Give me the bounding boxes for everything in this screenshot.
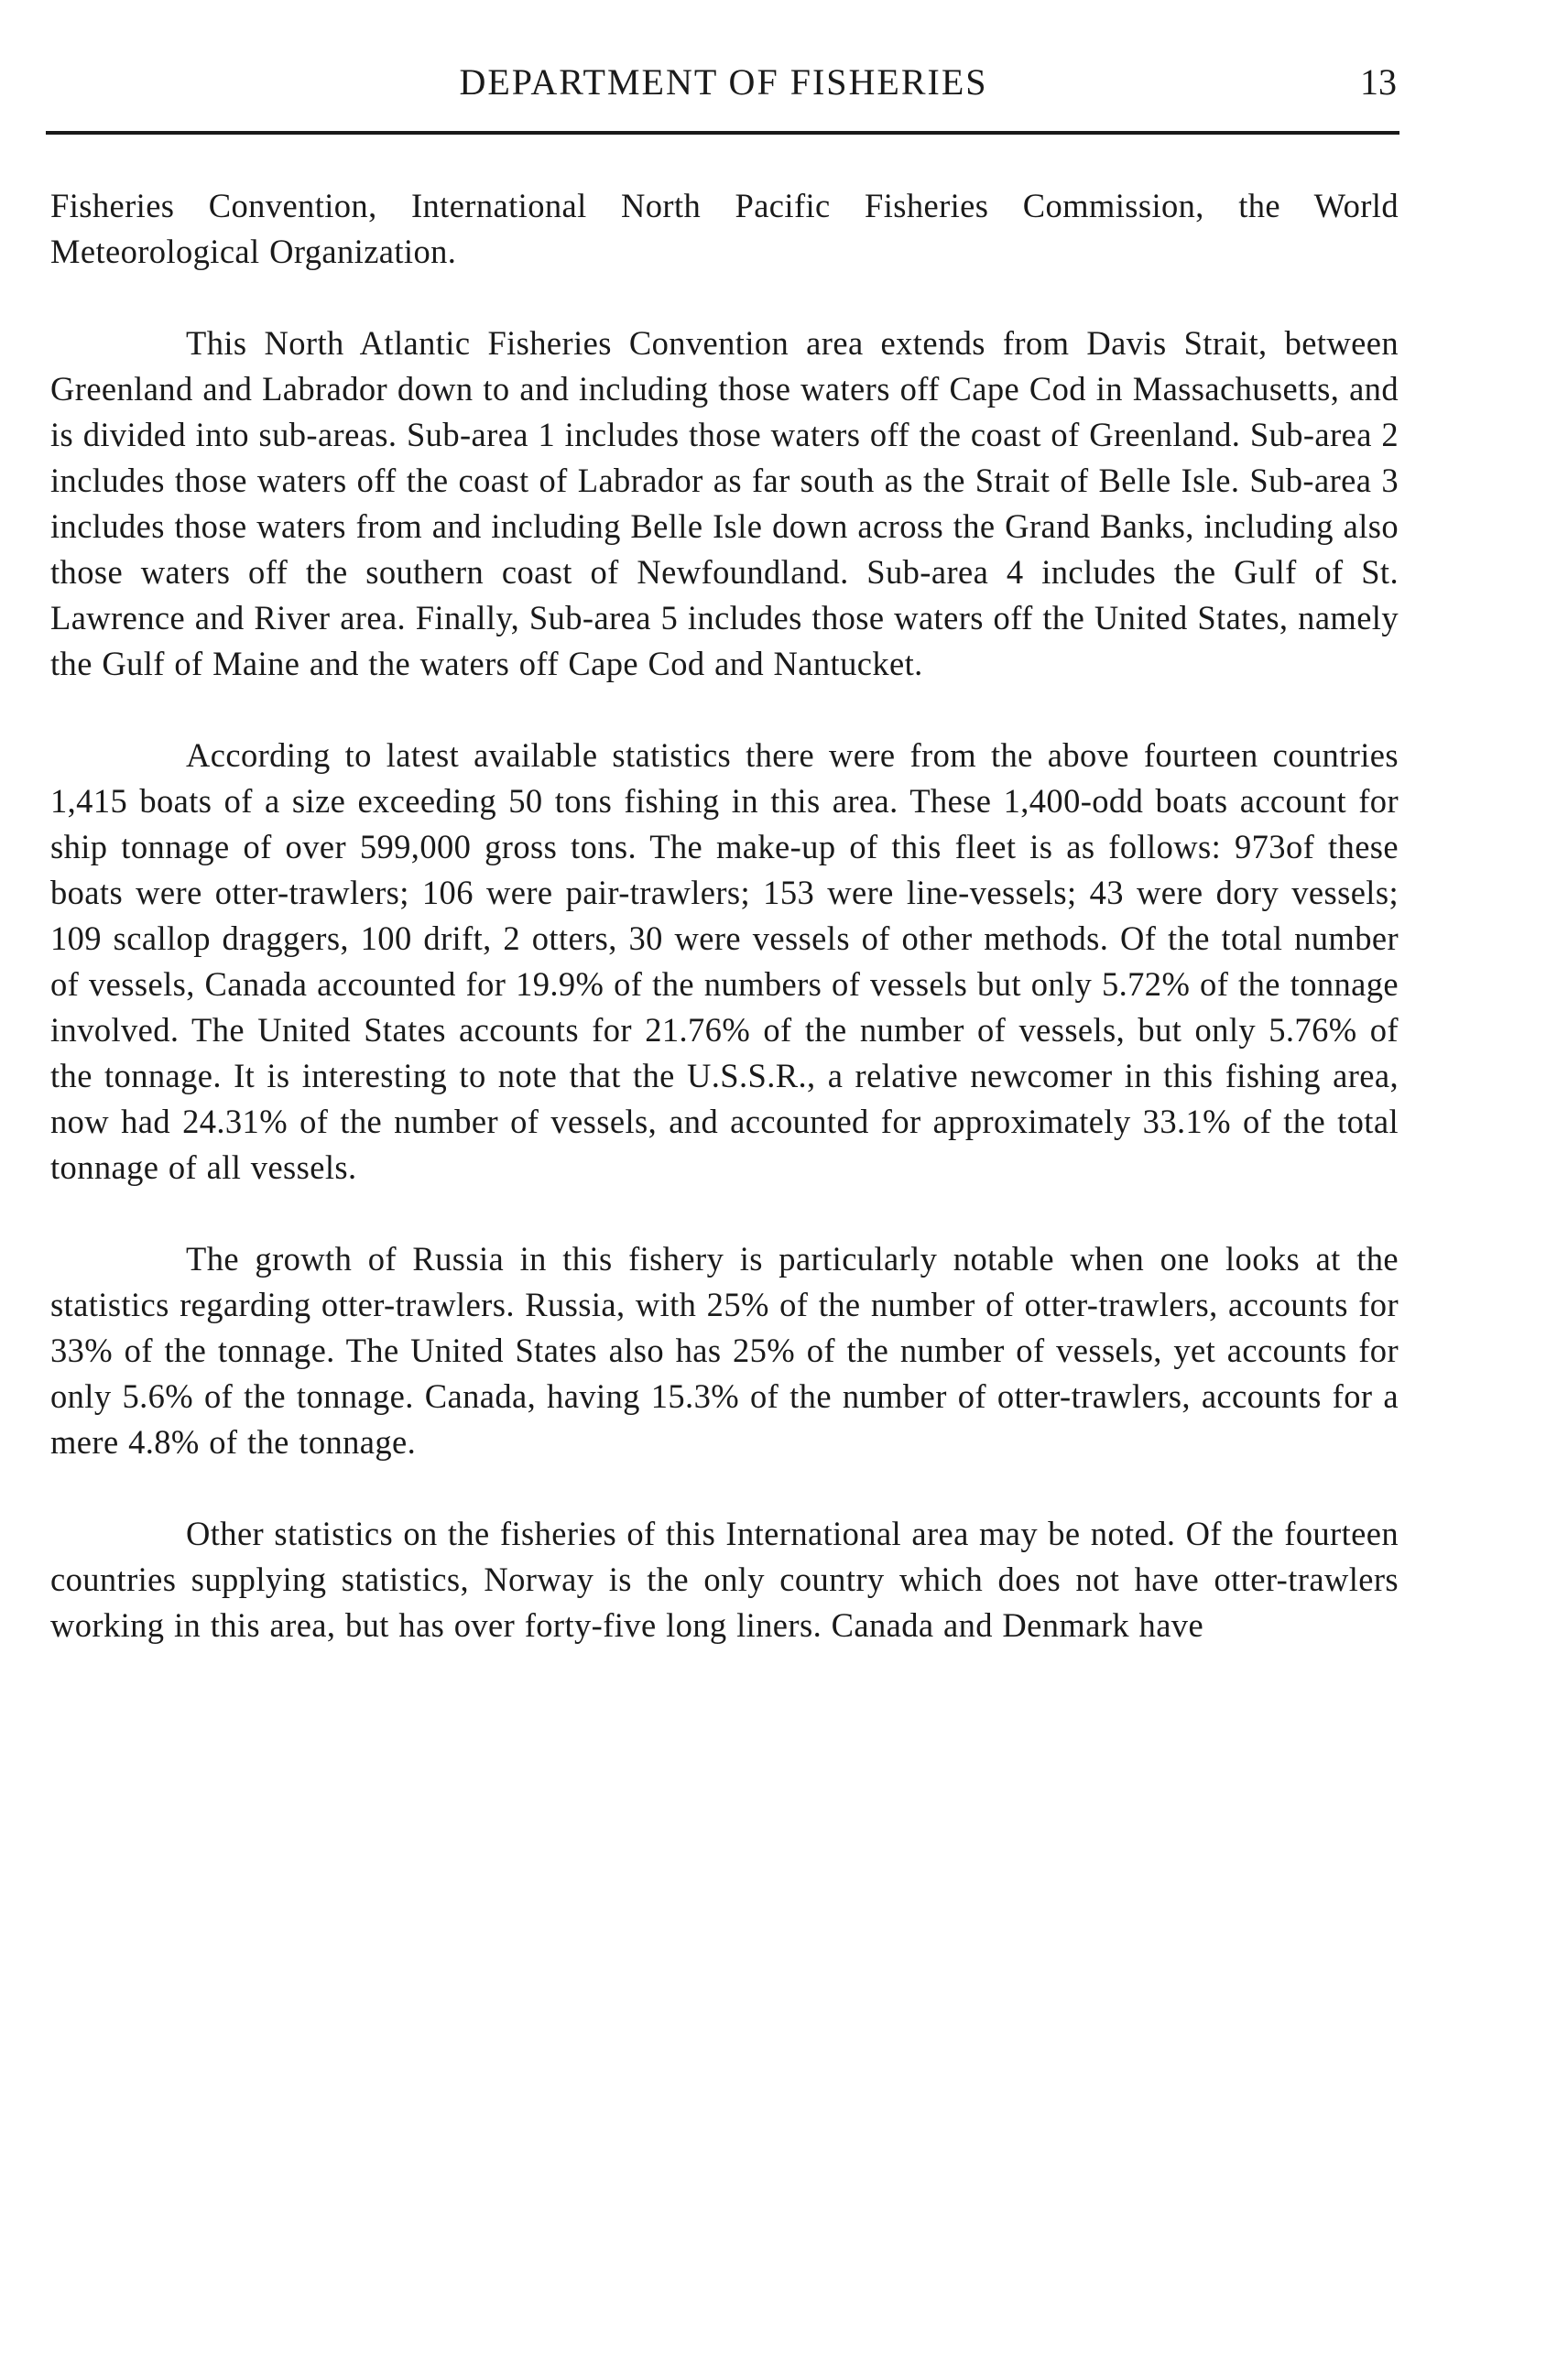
body-text <box>50 183 1399 1694</box>
paragraph-fleet-statistics: According to latest available statistics there were from the above fourteen countries 1,415 boats of a size exceeding 50 tons fishing in this area. These 1,400-odd boats account for ship tonnage of over 599,000 gross tons. The make-up of this fleet is as follows: 973of these boats were otter-trawlers; 106 were pair-trawlers; 153 were line-vessels; 43 were dory vessels; 109 scallop draggers, 100 drift, 2 otters, 30 were vessels of other methods. Of the total number of vessels, Canada accounted for 19.9% of the numbers of vessels but only 5.72% of the tonnage involved. The United States accounts for 21.76% of the number of vessels, but only 5.76% of the tonnage. It is interesting to note that the U.S.S.R., a relative newcomer in this fishing area, now had 24.31% of the number of vessels, and accounted for approximately 33.1% of the total tonnage of all vessels. <box>50 736 1399 1186</box>
header-rule <box>46 131 1399 135</box>
paragraph-russia-growth: The growth of Russia in this fishery is particularly notable when one looks at the statistics regarding otter-trawlers. Russia, with 25% of the number of otter-trawlers, accounts for 33% of the tonnage. The United States also has 25% of the number of vessels, yet accounts for only 5.6% of the tonnage. Canada, having 15.3% of the number of otter-trawlers, accounts for a mere 4.8% of the tonnage. <box>50 1240 1399 1461</box>
running-head <box>50 57 1397 108</box>
page-number: 13 <box>1360 61 1397 103</box>
paragraph-other-statistics: Other statistics on the fisheries of this International area may be noted. Of the fourteen countries supplying statistics, Norway is the only country which does not have otter-trawlers working in this area, but has over forty-five long liners. Canada and Denmark have <box>50 1515 1399 1644</box>
paragraph-continued: Fisheries Convention, International North Pacific Fisheries Commission, the World Meteorological Organization. <box>50 187 1399 270</box>
paragraph-convention-area: This North Atlantic Fisheries Convention area extends from Davis Strait, between Greenland and Labrador down to and including those waters off Cape Cod in Massachusetts, and is divided into sub-areas. Sub-area 1 includes those waters off the coast of Greenland. Sub-area 2 includes those waters off the coast of Labrador as far south as the Strait of Belle Isle. Sub-area 3 includes those waters from and including Belle Isle down across the Grand Banks, including also those waters off the southern coast of Newfoundland. Sub-area 4 includes the Gulf of St. Lawrence and River area. Finally, Sub-area 5 includes those waters off the United States, namely the Gulf of Maine and the waters off Cape Cod and Nantucket. <box>50 324 1399 682</box>
running-title: DEPARTMENT OF FISHERIES <box>459 61 988 103</box>
